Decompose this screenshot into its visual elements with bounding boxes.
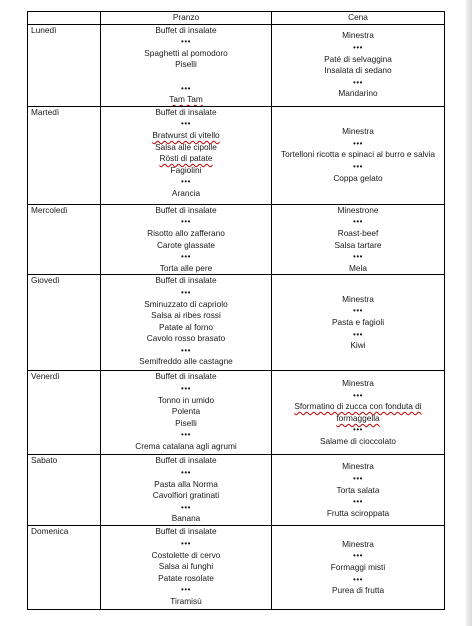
lunch-cell (101, 526, 272, 610)
dish-item: Paté di selvaggina (324, 53, 392, 64)
course-separator: ••• (353, 329, 363, 339)
dish-item: Buffet di insalate (155, 371, 217, 382)
dish-item: Piselli (175, 59, 197, 70)
dish-item: Cavolfiori gratinati (152, 490, 220, 501)
course-separator: ••• (181, 83, 191, 93)
course-separator: ••• (181, 37, 191, 47)
dish-item: Tam Tam (169, 94, 203, 105)
day-name: Martedì (28, 106, 101, 204)
lunch-cell (101, 371, 272, 455)
course-separator: ••• (353, 306, 363, 316)
dish-item: Pasta alla Norma (154, 478, 218, 489)
dinner-cell (272, 371, 445, 455)
course-separator: ••• (181, 252, 191, 262)
menu-body (28, 24, 445, 610)
course-separator: ••• (181, 538, 191, 548)
dish-item: Cavolo rosso brasato (146, 333, 226, 344)
dish-item: Mandarino (338, 88, 378, 99)
dish-item: Costolette di cervo (151, 549, 221, 560)
dish-item: Torta salata (336, 484, 380, 495)
header-lunch: Pranzo (101, 12, 272, 25)
dish-item: Risotto allo zafferano (147, 227, 225, 238)
course-separator: ••• (353, 77, 363, 87)
dish-item: Salsa ai funghi (158, 561, 214, 572)
course-separator: ••• (181, 345, 191, 355)
dish-item: Carote glassate (156, 239, 216, 250)
dish-item: Spaghetti al pomodoro (144, 47, 228, 58)
dish-item: Formaggi misti (330, 562, 386, 573)
dish-item: Patate rosolate (158, 572, 214, 583)
dish-item: Sformatino di zucca con fonduta di formaggella (294, 401, 422, 423)
header-row (28, 12, 445, 25)
page-edge-shadow (466, 0, 472, 626)
lunch-cell (101, 24, 272, 106)
dish-item: Minestra (342, 126, 374, 137)
dinner-cell (272, 204, 445, 275)
dish-item: Kiwi (350, 340, 366, 351)
course-separator: ••• (181, 585, 191, 595)
day-name: Lunedì (28, 24, 101, 106)
dish-item: Frutta sciroppata (326, 507, 390, 518)
course-separator: ••• (353, 138, 363, 148)
dish-item: Crema catalana agli agrumi (135, 440, 237, 451)
dish-item: Arancia (171, 187, 201, 198)
menu-row (28, 106, 445, 204)
dish-item: Minestra (342, 378, 374, 389)
course-separator: ••• (181, 119, 191, 129)
dinner-cell (272, 24, 445, 106)
blank-line (101, 71, 271, 83)
lunch-cell (101, 275, 272, 371)
menu-row (28, 526, 445, 610)
lunch-cell (101, 204, 272, 275)
course-separator: ••• (181, 287, 191, 297)
dish-item: Sminuzzato di capriolo (144, 298, 228, 309)
dish-item: Piselli (175, 417, 197, 428)
dish-item: Minestra (342, 30, 374, 41)
dish-item: Minestrone (337, 204, 379, 215)
course-separator: ••• (181, 502, 191, 512)
dish-item: Buffet di insalate (155, 455, 217, 466)
lunch-cell (101, 455, 272, 526)
course-separator: ••• (353, 252, 363, 262)
course-separator: ••• (181, 217, 191, 227)
course-separator: ••• (353, 497, 363, 507)
dish-item: Minestra (342, 538, 374, 549)
course-separator: ••• (353, 162, 363, 172)
menu-row (28, 275, 445, 371)
menu-row (28, 455, 445, 526)
dish-item: Coppa gelato (333, 172, 383, 183)
dish-item: Insalata di sedano (324, 65, 392, 76)
dish-item: Salsa ai ribes rossi (151, 310, 221, 321)
dish-item: Polenta (171, 406, 201, 417)
dish-item: Fagiolini (170, 164, 202, 175)
course-separator: ••• (353, 390, 363, 400)
dinner-cell (272, 526, 445, 610)
day-name: Sabato (28, 455, 101, 526)
course-separator: ••• (353, 217, 363, 227)
dish-item: Patate al forno (159, 321, 213, 332)
dinner-cell (272, 275, 445, 371)
dish-item: Pasta e fagioli (331, 317, 385, 328)
day-name: Mercoledì (28, 204, 101, 275)
dish-item: Salsa alle cipolle (155, 141, 217, 152)
course-separator: ••• (181, 383, 191, 393)
dish-item: Mela (349, 262, 367, 273)
course-separator: ••• (353, 425, 363, 435)
dish-item: Minestra (342, 461, 374, 472)
day-name: Giovedì (28, 275, 101, 371)
course-separator: ••• (181, 467, 191, 477)
weekly-menu-table (27, 11, 445, 610)
dish-item: Tortelloni ricotta e spinaci al burro e salvia (280, 149, 436, 160)
dish-item: Bratwurst di vitello (152, 129, 220, 140)
header-day (28, 12, 101, 25)
dish-item: Buffet di insalate (155, 275, 217, 286)
dinner-cell (272, 455, 445, 526)
dish-item: Buffet di insalate (155, 204, 217, 215)
dish-item: Buffet di insalate (155, 106, 217, 117)
course-separator: ••• (353, 551, 363, 561)
course-separator: ••• (353, 574, 363, 584)
menu-row (28, 24, 445, 106)
dish-item: Buffet di insalate (155, 526, 217, 537)
menu-row (28, 371, 445, 455)
dish-item: Tonno in umido (157, 394, 215, 405)
dish-item: Rösti di patate (159, 153, 213, 164)
day-name: Domenica (28, 526, 101, 610)
menu-row (28, 204, 445, 275)
dish-item: Buffet di insalate (155, 24, 217, 35)
dish-item: Tiramisù (170, 595, 202, 606)
lunch-cell (101, 106, 272, 204)
day-name: Venerdì (28, 371, 101, 455)
course-separator: ••• (353, 473, 363, 483)
dish-item: Torta alle pere (159, 262, 213, 273)
dish-item: Semifreddo alle castagne (139, 356, 233, 367)
dish-item: Salame di cioccolato (319, 436, 397, 446)
dish-item: Salsa tartare (334, 239, 382, 250)
header-dinner: Cena (272, 12, 445, 25)
course-separator: ••• (181, 177, 191, 187)
dinner-cell (272, 106, 445, 204)
dish-item: Minestra (342, 293, 374, 304)
course-separator: ••• (181, 430, 191, 440)
dish-item: Banana (171, 513, 201, 524)
dish-item: Purea di frutta (331, 585, 385, 596)
dish-item: Roast-beef (337, 227, 379, 238)
course-separator: ••• (353, 42, 363, 52)
